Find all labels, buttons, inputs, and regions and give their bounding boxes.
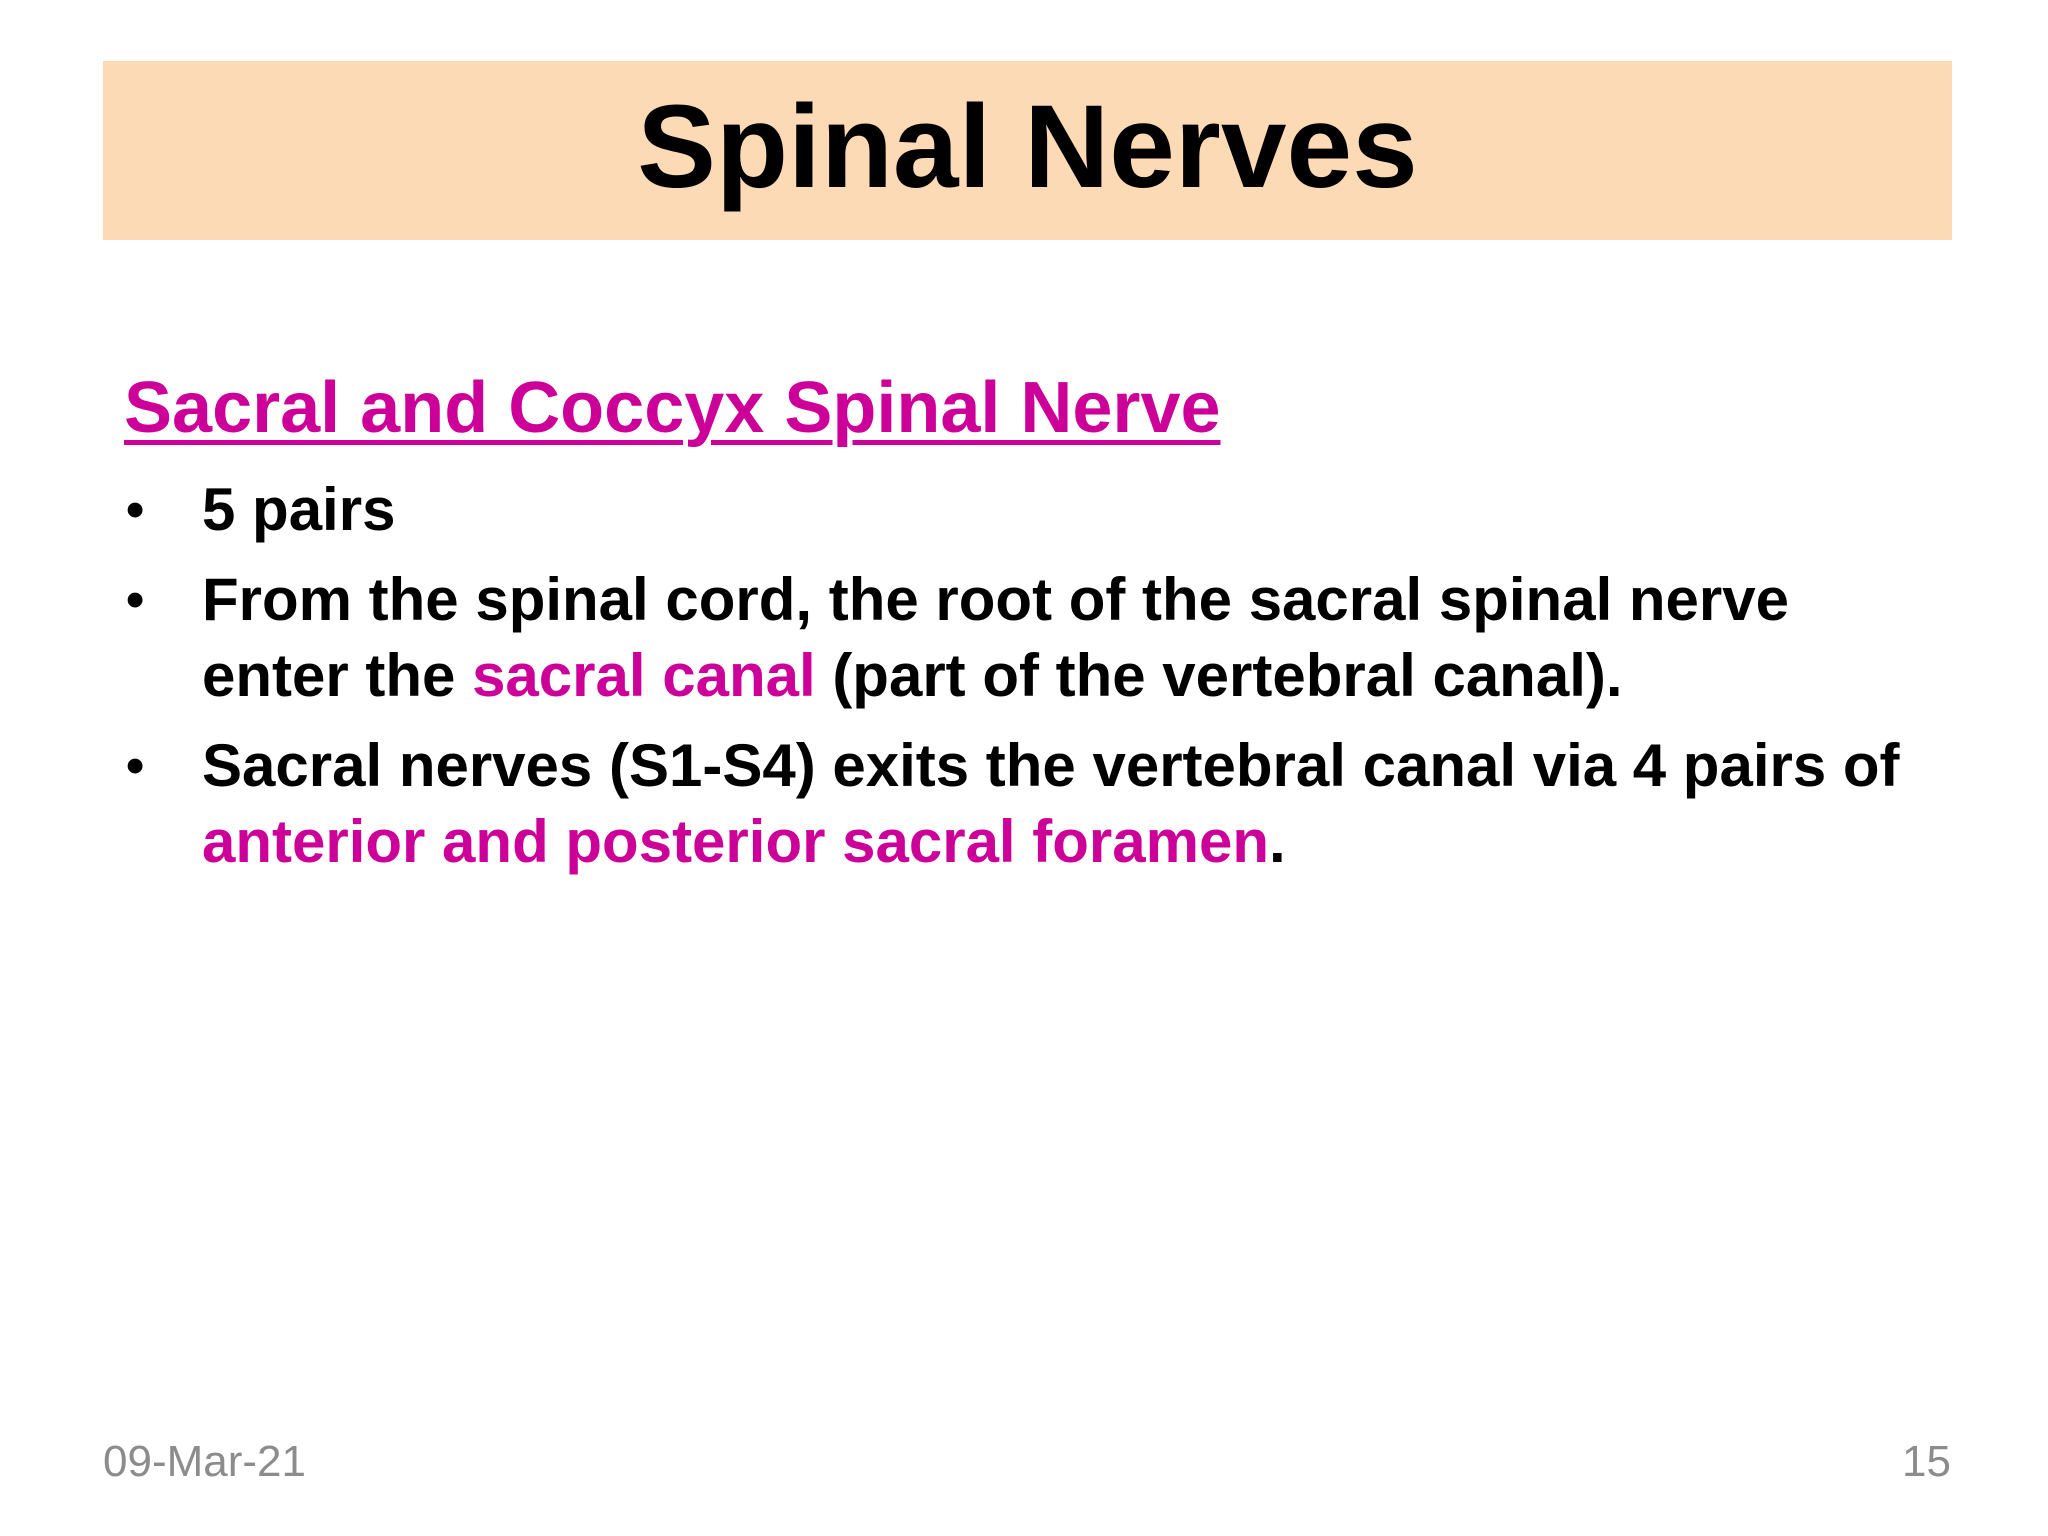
highlight-term: sacral canal (472, 642, 816, 709)
bullet-text: (part of the vertebral canal). (815, 642, 1623, 709)
bullet-list (124, 472, 1924, 894)
bullet-text: . (1269, 808, 1286, 875)
section-heading: Sacral and Coccyx Spinal Nerve (124, 368, 1221, 448)
title-band (103, 61, 1952, 240)
footer-date: 09-Mar-21 (103, 1437, 306, 1486)
bullet-item-sacral-foramen (124, 728, 1924, 880)
bullet-marker: • (126, 481, 145, 539)
bullet-text: From the spinal cord, the root of the sacral spinal nerve enter the (202, 566, 1790, 709)
bullet-marker: • (126, 571, 145, 629)
highlight-term: anterior and posterior sacral foramen (202, 808, 1269, 875)
bullet-text: Sacral nerves (S1-S4) exits the vertebral canal via 4 pairs of (202, 732, 1900, 799)
bullet-item-pairs (124, 472, 1924, 548)
bullet-item-sacral-canal (124, 562, 1924, 714)
page-number: 15 (1902, 1437, 1951, 1486)
slide-title: Spinal Nerves (637, 80, 1418, 213)
bullet-marker: • (126, 737, 145, 795)
bullet-text: 5 pairs (202, 476, 396, 543)
